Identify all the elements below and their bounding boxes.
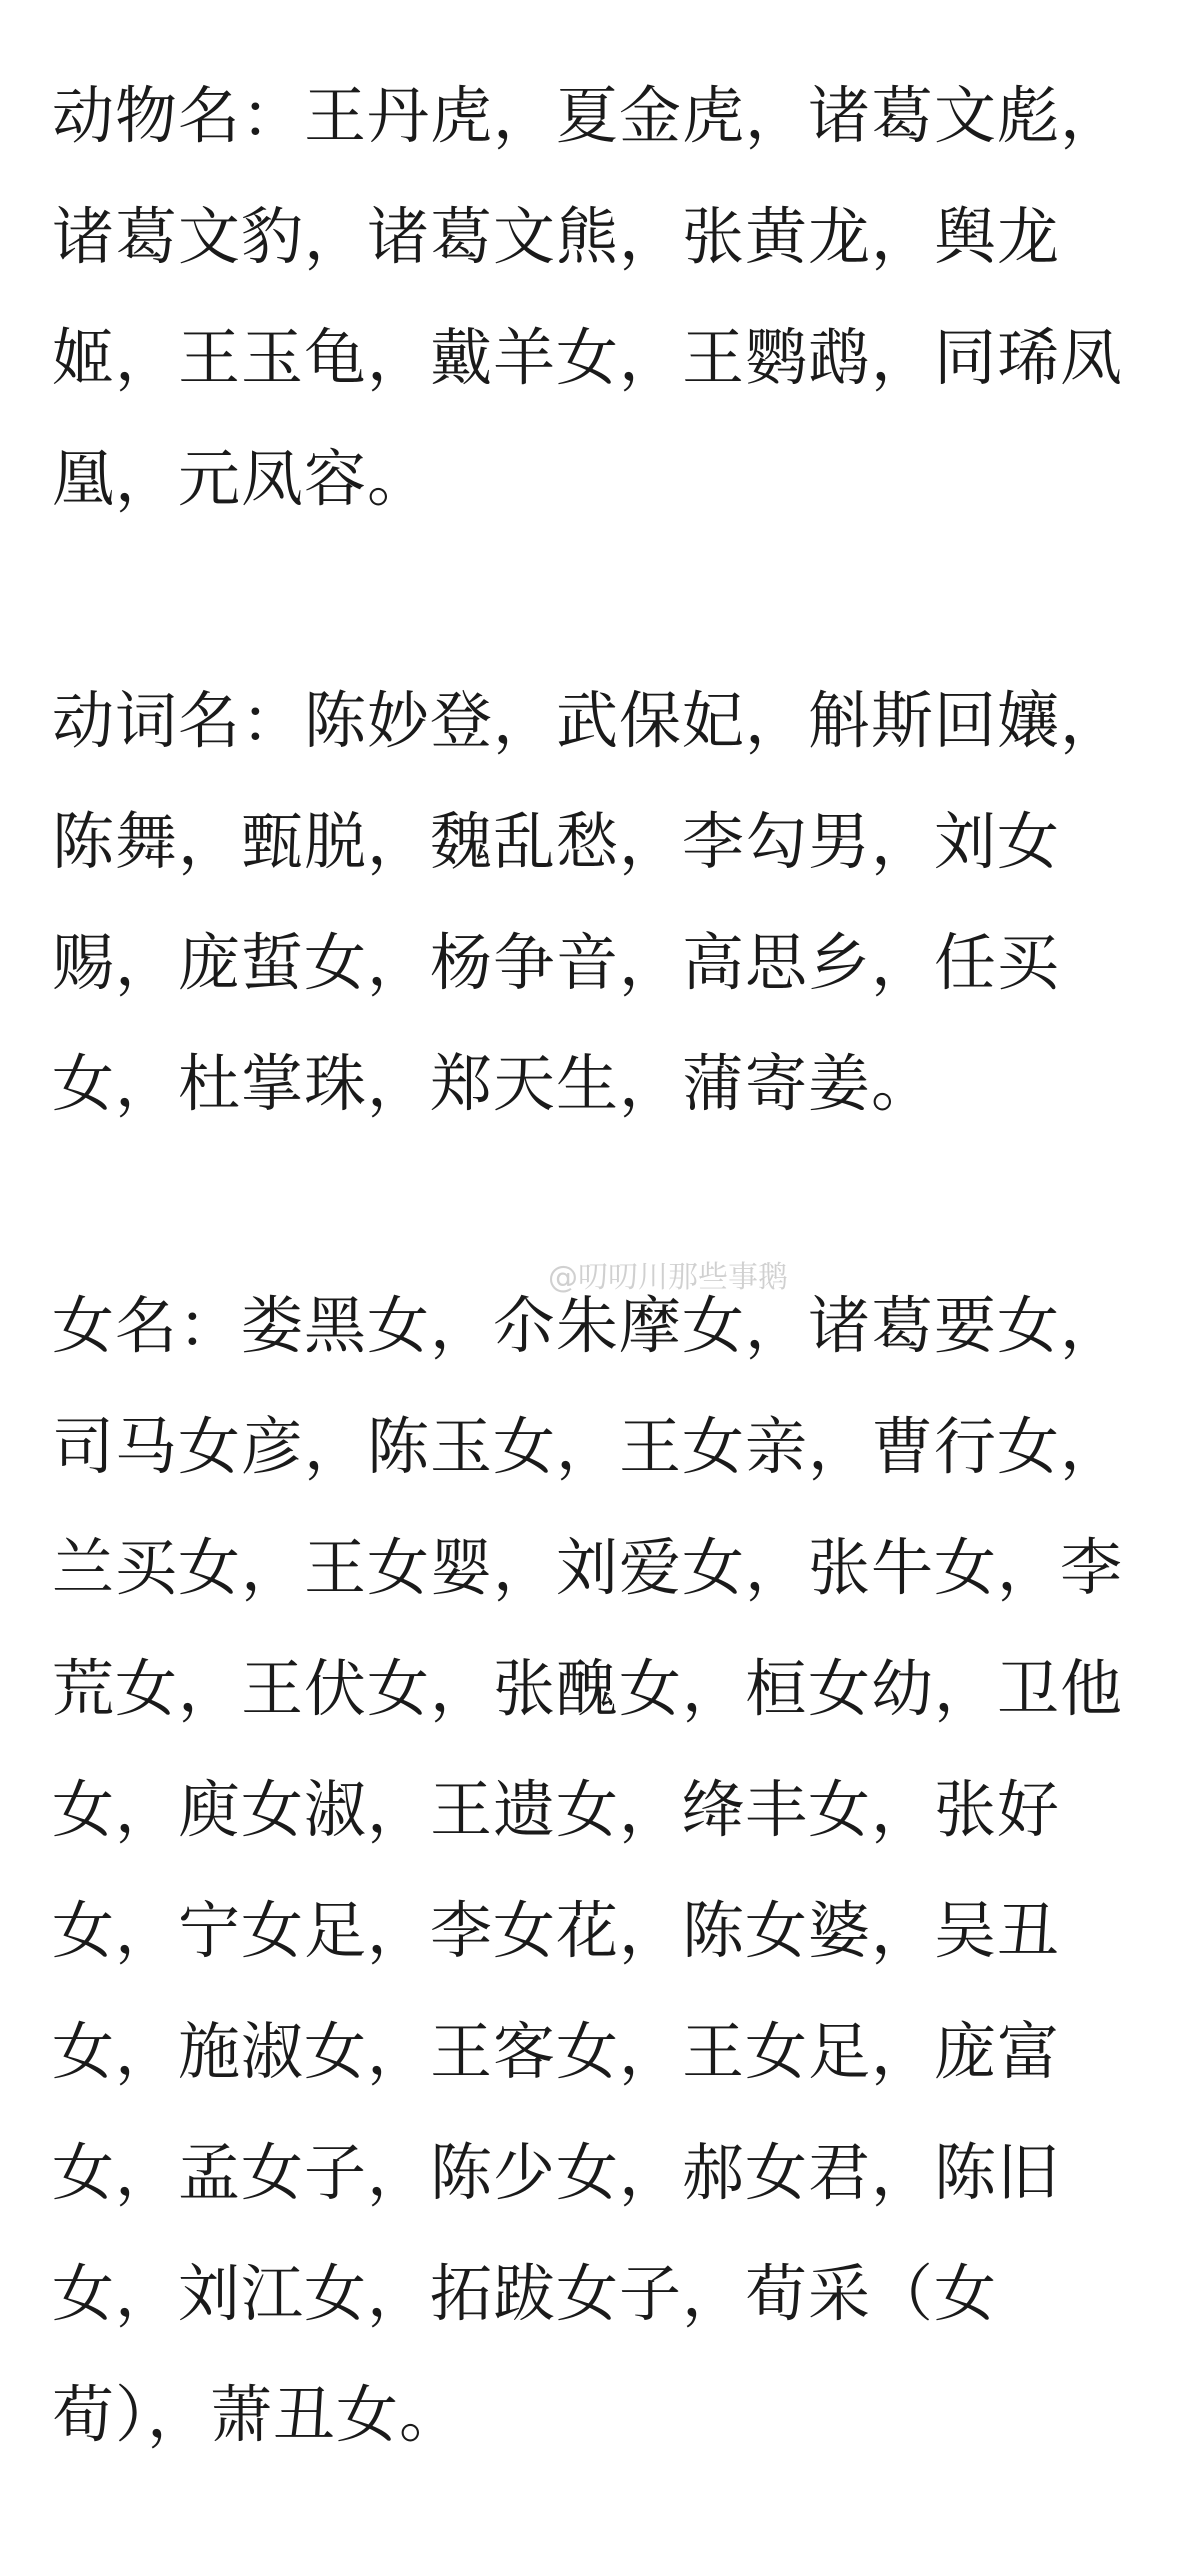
watermark: @叨叨川那些事鹅 [548, 1260, 788, 1295]
paragraph-female-names: 女名：娄黑女，尒朱摩女，诸葛要女，司马女彦，陈玉女，王女亲，曹行女，兰买女，王女婴，刘爱女，张牛女，李荒女，王伏女，张醜女，桓女幼，卫他女，庾女淑，王遗女，绛丰女，张好女，宁女足，李女花，陈女婆，吴丑女，施淑女，王客女，王女足，庞富女，孟女子，陈少女，郝女君，陈旧女，刘江女，拓跋女子，荀采（女荀），萧丑女。 [52, 1289, 1124, 2451]
paragraph-animal-names: 动物名：王丹虎，夏金虎，诸葛文彪，诸葛文豹，诸葛文熊，张黄龙，舆龙姬，王玉龟，戴羊女，王鹦鹉，同琋凤凰，元凤容。 [52, 79, 1124, 515]
paragraph-verb-names: 动词名：陈妙登，武保妃，斛斯回孃，陈舞，甄脱，魏乱愁，李勾男，刘女赐，庞蜇女，杨争音，高思乡，任买女，杜掌珠，郑天生，蒲寄姜。 [52, 684, 1124, 1120]
